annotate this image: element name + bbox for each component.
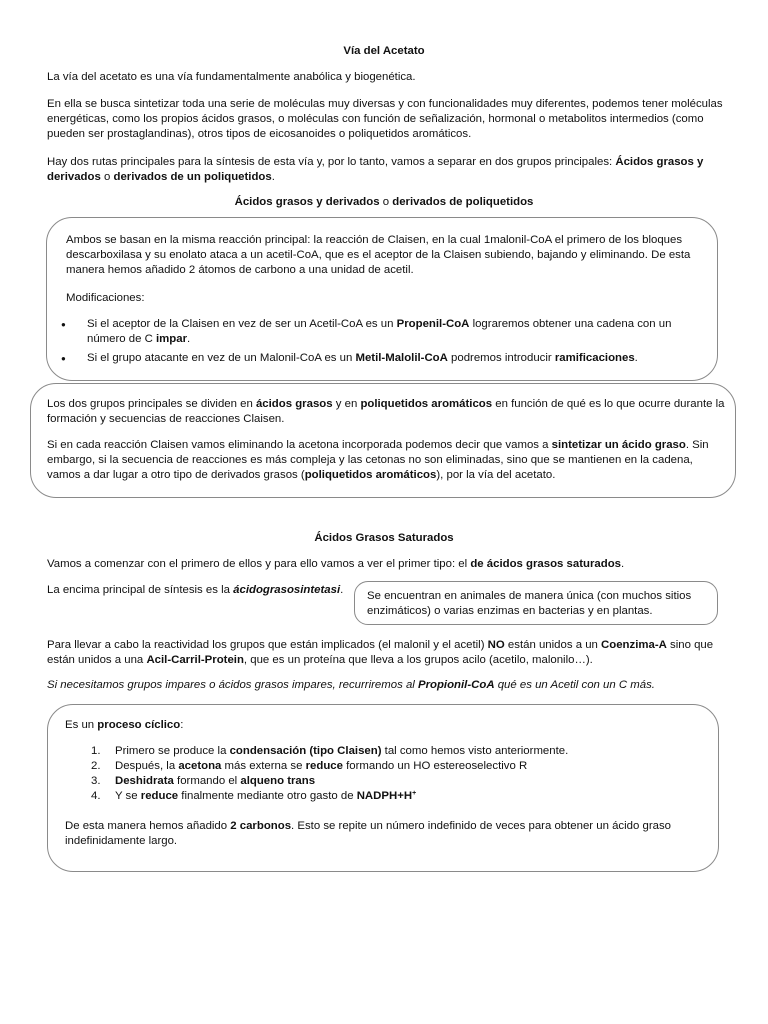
list-item: ● Si el grupo atacante en vez de un Malonil-CoA es un Metil-Malolil-CoA podremos introducir ramificaciones.: [61, 352, 638, 364]
grupos-box: [30, 383, 736, 498]
saturados-paragraph-4: Si necesitamos grupos impares o ácidos grasos impares, recurriremos al Propionil-CoA qué es un Acetil con un C más.: [47, 679, 655, 691]
modificaciones-label: Modificaciones:: [66, 292, 145, 304]
list-item: 2. Después, la acetona más externa se reduce formando un HO estereoselectivo R: [91, 760, 528, 772]
bullet-icon: ●: [61, 320, 66, 329]
modificaciones-list: [47, 317, 707, 366]
saturados-paragraph-3: Para llevar a cabo la reactividad los grupos que están implicados (el malonil y el acetil) NO están unidos a un Coenzima-A sino que están unidos a una Acil-Carril-Protein, que es un proteína que lleva a los grupos acilo (acetilo, malonilo…).: [47, 639, 714, 666]
grupos-paragraph-2: Si en cada reacción Claisen vamos eliminando la acetona incorporada podemos decir que vamos a sintetizar un ácido graso. Sin embargo, si la secuencia de reacciones es más compleja y las cetonas no son eliminadas, sino que se mantienen en la cadena, vamos a dar lugar a otro tipo de derivados grasos (poliquetidos aromáticos), por la vía del acetato.: [47, 439, 709, 481]
intro-paragraph-2: En ella se busca sintetizar toda una serie de moléculas muy diversas y con funcionalidades muy diferentes, podemos tener moléculas energéticas, como los propios ácidos grasos, o moléculas con función de señalización, hormonal o metabolitos intermedios (como pueden ser prostaglandinas), otros tipos de eicosanoides o poliquetidos aromáticos.: [47, 98, 723, 140]
claisen-paragraph: Ambos se basan en la misma reacción principal: la reacción de Claisen, en la cual 1malonil-CoA el primero de los bloques descarboxilasa y su enolato ataca a un acetil-CoA, que es el aceptor de la Claisen subiendo, bajando y eliminando. De esta manera hemos añadido 2 átomos de carbono a una unidad de acetil.: [66, 234, 691, 276]
list-item: ● Si el aceptor de la Claisen en vez de ser un Acetil-CoA es un Propenil-CoA lograremos obtener una cadena con un número de C impar.: [61, 318, 672, 345]
ciclo-conclusion: De esta manera hemos añadido 2 carbonos. Esto se repite un número indefinido de veces para obtener un ácido graso indefinidamente largo.: [65, 820, 671, 847]
ciclo-box: [47, 704, 719, 872]
section-title-acidos: Ácidos grasos y derivados o derivados de poliquetidos: [234, 196, 534, 208]
list-item: 1. Primero se produce la condensación (tipo Claisen) tal como hemos visto anteriormente.: [91, 745, 569, 757]
bullet-icon: ●: [61, 354, 66, 363]
enzimas-paragraph: Se encuentran en animales de manera única (con muchos sitios enzimáticos) o varias enzimas en bacterias y en plantas.: [367, 590, 692, 617]
claisen-box: [46, 217, 718, 381]
grupos-paragraph-1: Los dos grupos principales se dividen en ácidos grasos y en poliquetidos aromáticos en función de qué es lo que ocurre durante la formación y secuencias de reacciones Claisen.: [47, 398, 725, 425]
saturados-paragraph-2: La encima principal de síntesis es la ácidograsosintetasi.: [47, 584, 344, 596]
page-title: Vía del Acetato: [343, 45, 425, 57]
ciclo-steps-list: [65, 744, 705, 804]
list-item: 3. Deshidrata formando el alqueno trans: [91, 775, 316, 787]
intro-paragraph-3: Hay dos rutas principales para la síntesis de esta vía y, por lo tanto, vamos a separar en dos grupos principales: Ácidos grasos y derivados o derivados de un poliquetidos.: [47, 156, 704, 183]
ciclo-intro: Es un proceso cíclico:: [65, 719, 184, 731]
list-item: 4. Y se reduce finalmente mediante otro gasto de NADPH+H+: [91, 790, 417, 802]
enzimas-box: [354, 581, 718, 625]
saturados-paragraph-1: Vamos a comenzar con el primero de ellos y para ello vamos a ver el primer tipo: el de ácidos grasos saturados.: [47, 558, 625, 570]
intro-paragraph-1: La vía del acetato es una vía fundamentalmente anabólica y biogenética.: [47, 71, 416, 83]
section-title-saturados: Ácidos Grasos Saturados: [314, 532, 454, 544]
